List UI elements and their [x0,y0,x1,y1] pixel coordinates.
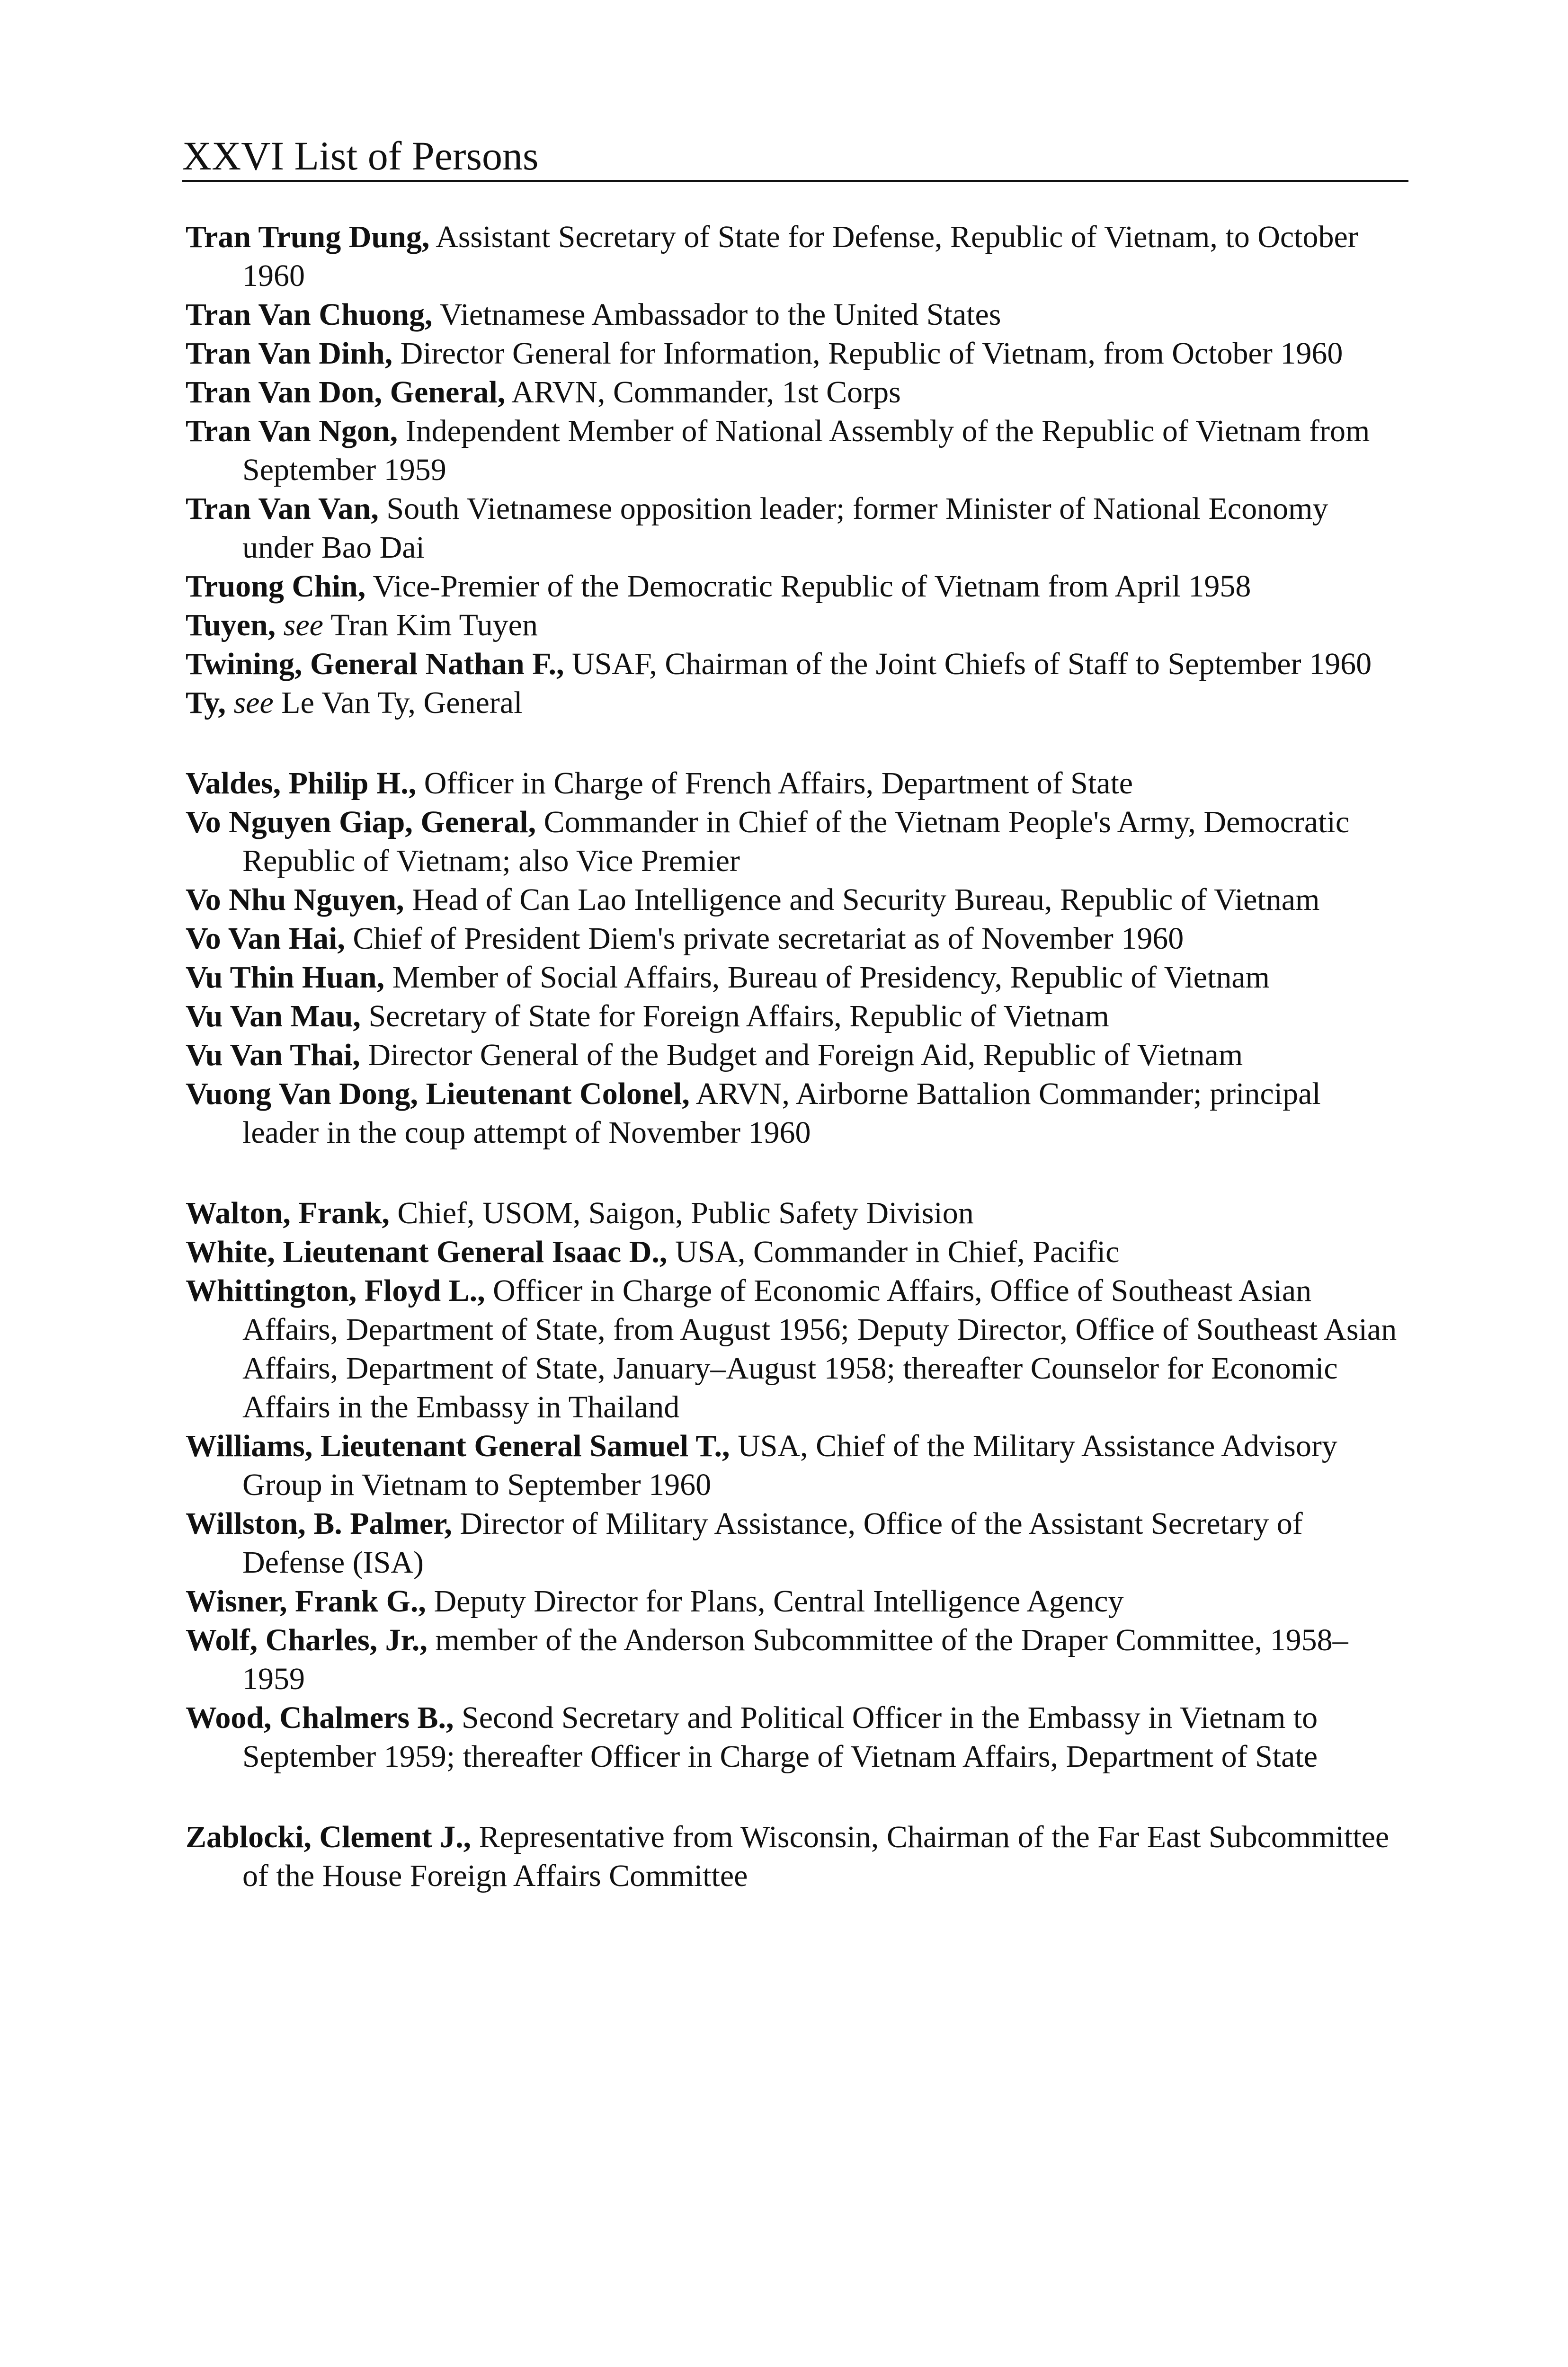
person-name: Tran Van Dinh, [186,336,393,371]
person-name: Tran Van Van, [186,491,379,526]
list-item [186,803,1405,881]
person-name: Vo Nhu Nguyen, [186,882,404,917]
list-item [186,1818,1405,1895]
person-name: Vu Thin Huan, [186,960,385,995]
person-description: Member of Social Affairs, Bureau of Presidency, Republic of Vietnam [384,960,1270,995]
letter-group-w [186,1194,1405,1776]
person-name: Tran Van Ngon, [186,414,398,448]
list-item [186,1272,1405,1427]
list-item [186,606,1405,645]
letter-group-z [186,1818,1405,1895]
list-item [186,1075,1405,1152]
person-name: Twining, General Nathan F., [186,647,564,681]
person-name: Zablocki, Clement J., [186,1820,472,1854]
list-item [186,412,1405,489]
person-description: Officer in Charge of French Affairs, Department of State [416,766,1133,801]
person-name: White, Lieutenant General Isaac D., [186,1235,668,1269]
person-description: Secretary of State for Foreign Affairs, Republic of Vietnam [360,999,1109,1033]
person-name: Truong Chin, [186,569,366,604]
person-name: Wolf, Charles, Jr., [186,1623,428,1657]
person-name: Wisner, Frank G., [186,1584,426,1619]
person-name: Tran Trung Dung, [186,220,430,254]
person-description: Chief, USOM, Saigon, Public Safety Division [389,1196,974,1230]
list-item [186,1621,1405,1699]
list-item [186,919,1405,958]
person-name: Willston, B. Palmer, [186,1506,452,1541]
list-item [186,567,1405,606]
person-name: Vuong Van Dong, Lieutenant Colonel, [186,1077,690,1111]
person-description: Le Van Ty, General [273,685,523,720]
list-item [186,334,1405,373]
person-description: ARVN, Airborne Battalion Commander; principal leader in the coup attempt of November 1960 [242,1077,1321,1150]
list-item [186,373,1405,412]
person-description: Director General for Information, Republic of Vietnam, from October 1960 [392,336,1343,371]
person-description: USA, Chief of the Military Assistance Advisory Group in Vietnam to September 1960 [242,1429,1337,1502]
person-name: Walton, Frank, [186,1196,390,1230]
list-item [186,645,1405,684]
list-item [186,764,1405,803]
list-item [186,684,1405,722]
list-item [186,218,1405,295]
person-name: Vu Van Thai, [186,1038,360,1072]
list-item [186,958,1405,997]
person-name: Valdes, Philip H., [186,766,417,801]
see-reference: see [233,685,274,720]
person-name: Tuyen, [186,608,276,642]
list-item [186,1233,1405,1272]
person-name: Williams, Lieutenant General Samuel T., [186,1429,730,1463]
person-description: South Vietnamese opposition leader; former Minister of National Economy under Bao Dai [242,491,1328,565]
person-name: Vu Van Mau, [186,999,361,1033]
list-item [186,1194,1405,1233]
letter-group-v [186,764,1405,1152]
list-item [186,1036,1405,1075]
person-description: Second Secretary and Political Officer in the Embassy in Vietnam to September 1959; thereafter Officer in Charge of Vietnam Affairs, Department of State [242,1700,1318,1774]
person-description: Chief of President Diem's private secretariat as of November 1960 [345,921,1184,956]
person-description: Director of Military Assistance, Office of the Assistant Secretary of Defense (ISA) [242,1506,1303,1580]
list-item [186,1427,1405,1504]
person-name: Vo Van Hai, [186,921,345,956]
person-description: Vice-Premier of the Democratic Republic of Vietnam from April 1958 [365,569,1251,604]
person-name: Ty, [186,685,226,720]
list-item [186,1699,1405,1776]
list-item [186,489,1405,567]
person-name: Tran Van Don, General, [186,375,506,409]
person-description: USAF, Chairman of the Joint Chiefs of Staff to September 1960 [564,647,1372,681]
list-item [186,1582,1405,1621]
page-header [182,114,1408,182]
see-reference: see [283,608,323,642]
page-title: XXVI List of Persons [182,133,539,178]
persons-list [186,218,1405,1895]
person-description: ARVN, Commander, 1st Corps [505,375,901,409]
person-description: Director General of the Budget and Foreign Aid, Republic of Vietnam [360,1038,1243,1072]
list-item [186,881,1405,919]
list-item [186,1504,1405,1582]
person-description: Assistant Secretary of State for Defense, Republic of Vietnam, to October 1960 [242,220,1358,293]
person-name: Vo Nguyen Giap, General, [186,805,536,839]
person-description: Vietnamese Ambassador to the United States [432,297,1001,332]
list-item [186,295,1405,334]
person-description: Representative from Wisconsin, Chairman of the Far East Subcommittee of the House Foreign Affairs Committee [242,1820,1390,1893]
person-description: Commander in Chief of the Vietnam People's Army, Democratic Republic of Vietnam; also Vice Premier [242,805,1350,878]
person-description: Independent Member of National Assembly of the Republic of Vietnam from September 1959 [242,414,1370,487]
letter-group-t [186,218,1405,722]
person-name: Wood, Chalmers B., [186,1700,454,1735]
person-description: Deputy Director for Plans, Central Intelligence Agency [426,1584,1124,1619]
person-name: Tran Van Chuong, [186,297,433,332]
person-description: member of the Anderson Subcommittee of the Draper Committee, 1958–1959 [242,1623,1348,1696]
person-description: USA, Commander in Chief, Pacific [667,1235,1120,1269]
person-name: Whittington, Floyd L., [186,1273,485,1308]
person-description: Head of Can Lao Intelligence and Security Bureau, Republic of Vietnam [404,882,1320,917]
list-item [186,997,1405,1036]
person-description: Tran Kim Tuyen [323,608,538,642]
person-description: Officer in Charge of Economic Affairs, Office of Southeast Asian Affairs, Department of State, from August 1956; Deputy Director, Office of Southeast Asian Affairs, Department of State, January–August 1958; thereafter Counselor for Economic Affairs in the Embassy in Thailand [242,1273,1397,1424]
